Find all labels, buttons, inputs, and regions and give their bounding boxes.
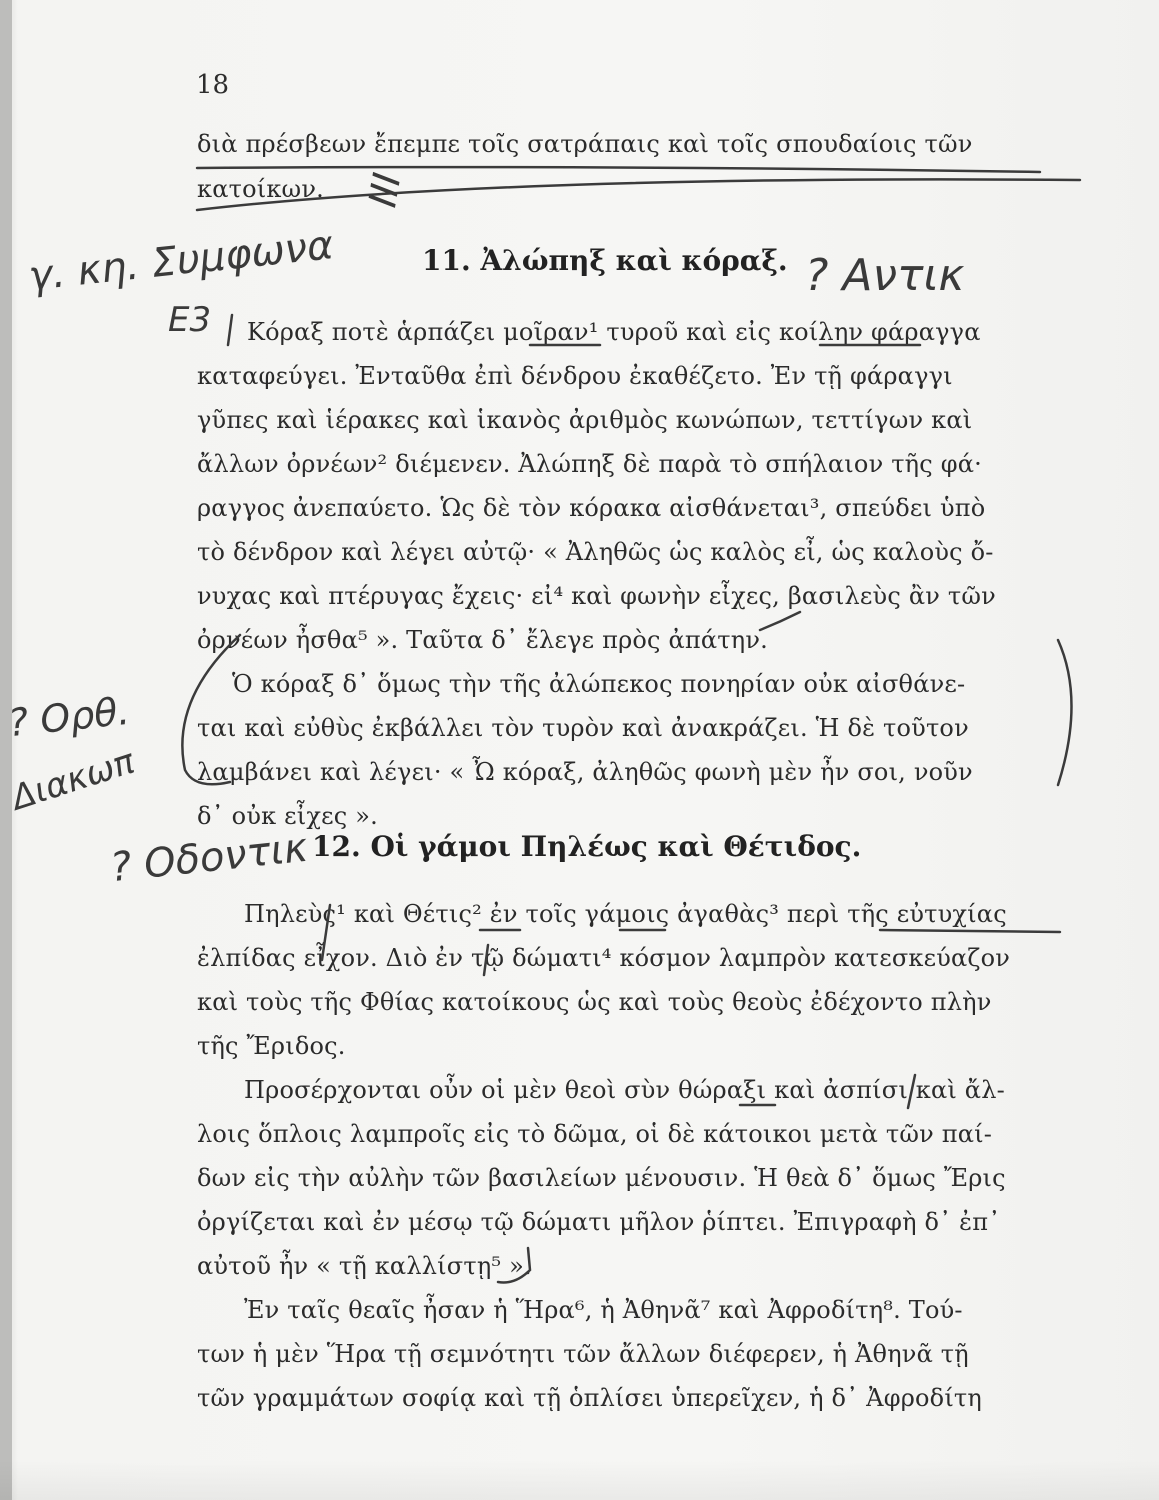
text-line: νυχας καὶ πτέρυγας ἔχεις· εἰ⁴ καὶ φωνὴν εἶχες, βασιλεὺς ἂν τῶν: [197, 582, 996, 610]
text-line: Πηλεὺς¹ καὶ Θέτις² ἐν τοῖς γάμοις ἀγαθὰς³ περὶ τῆς εὐτυχίας: [244, 900, 1007, 928]
text-line: δων εἰς τὴν αὐλὴν τῶν βασιλείων μένουσιν. Ἡ θεὰ δ᾽ ὅμως Ἔρις: [197, 1164, 1006, 1192]
bracket-mark: [228, 315, 232, 345]
text-line: ται καὶ εὐθὺς ἐκβάλλει τὸν τυρὸν καὶ ἀνακράζει. Ἡ δὲ τοῦτον: [197, 714, 969, 742]
text-line: τὸ δένδρον καὶ λέγει αὐτῷ· « Ἀληθῶς ὡς καλὸς εἶ, ὡς καλοὺς ὄ-: [197, 538, 994, 566]
underline-mark: [197, 167, 1040, 172]
text-line: ὀργίζεται καὶ ἐν μέσῳ τῷ δώματι μῆλον ῥίπτει. Ἐπιγραφὴ δ᾽ ἐπ᾽: [197, 1208, 1001, 1236]
text-line: γῦπες καὶ ἱέρακες καὶ ἱκανὸς ἀριθμὸς κωνώπων, τεττίγων καὶ: [197, 406, 973, 434]
handwritten-note: Διακωπ: [6, 741, 140, 819]
text-line: καταφεύγει. Ἐνταῦθα ἐπὶ δένδρου ἐκαθέζετο. Ἐν τῇ φάραγγι: [197, 362, 953, 390]
bracket-mark: [484, 945, 488, 975]
text-line: Ὁ κόραξ δ᾽ ὅμως τὴν τῆς ἀλώπεκος πονηρίαν οὐκ αἰσθάνε-: [232, 670, 966, 698]
text-line: λαμβάνει καὶ λέγει· « Ὦ κόραξ, ἀληθῶς φωνὴ μὲν ἦν σοι, νοῦν: [197, 758, 973, 786]
text-line: δ᾽ οὐκ εἶχες ».: [197, 802, 378, 830]
text-line: ραγγος ἀνεπαύετο. Ὡς δὲ τὸν κόρακα αἰσθάνεται³, σπεύδει ὑπὸ: [197, 494, 986, 522]
text-line: τῶν γραμμάτων σοφίᾳ καὶ τῇ ὁπλίσει ὑπερεῖχεν, ἡ δ᾽ Ἀφροδίτη: [197, 1384, 982, 1412]
handwritten-note: ? Αντικ: [805, 250, 965, 301]
text-line: τῆς Ἔριδος.: [197, 1032, 346, 1060]
underline-mark: [880, 930, 1060, 932]
handwritten-note: ΙΙΙ: [360, 169, 410, 211]
underline-mark: [760, 612, 800, 630]
text-line: κατοίκων.: [197, 175, 324, 203]
underline-mark: [498, 1248, 530, 1283]
text-line: των ἡ μὲν Ἥρα τῇ σεμνότητι τῶν ἄλλων διέφερεν, ἡ Ἀθηνᾶ τῇ: [197, 1340, 969, 1368]
text-line: καὶ τοὺς τῆς Φθίας κατοίκους ὡς καὶ τοὺς θεοὺς ἐδέχοντο πλὴν: [197, 988, 992, 1016]
handwritten-note: ? Οδοντικ: [108, 824, 310, 892]
text-line: διὰ πρέσβεων ἔπεμπε τοῖς σατράπαις καὶ τοῖς σπουδαίοις τῶν: [197, 130, 973, 158]
text-line: Ἐν ταῖς θεαῖς ἦσαν ἡ Ἥρα⁶, ἡ Ἀθηνᾶ⁷ καὶ Ἀφροδίτη⁸. Τού-: [244, 1296, 963, 1324]
handwritten-note: Ε3: [168, 300, 212, 340]
text-line: λοις ὅπλοις λαμπροῖς εἰς τὸ δῶμα, οἱ δὲ κάτοικοι μετὰ τῶν παί-: [197, 1120, 993, 1148]
page-number: 18: [196, 70, 230, 100]
bracket-mark: [908, 1075, 915, 1108]
text-line: Κόραξ ποτὲ ἁρπάζει μοῖραν¹ τυροῦ καὶ εἰς κοίλην φάραγγα: [247, 318, 981, 346]
underline-mark: [197, 179, 1080, 210]
bracket-mark: [1058, 640, 1072, 785]
text-line: ἐλπίδας εἶχον. Διὸ ἐν τῷ δώματι⁴ κόσμον λαμπρὸν κατεσκεύαζον: [197, 944, 1011, 972]
text-line: ἄλλων ὀρνέων² διέμενεν. Ἀλώπηξ δὲ παρὰ τὸ σπήλαιον τῆς φά·: [197, 450, 982, 478]
handwritten-note: ? Ορθ.: [6, 688, 132, 746]
bracket-mark: [182, 635, 240, 784]
handwritten-note: γ. κη. Συμφωνα: [26, 222, 336, 300]
section-title-11: 11. Ἀλώπηξ καὶ κόραξ.: [422, 244, 788, 277]
bracket-mark: [322, 905, 330, 960]
text-line: ὀρνέων ἦσθα⁵ ». Ταῦτα δ᾽ ἔλεγε πρὸς ἀπάτην.: [197, 626, 768, 654]
section-title-12: 12. Οἱ γάμοι Πηλέως καὶ Θέτιδος.: [312, 830, 862, 863]
text-line: αὐτοῦ ἦν « τῇ καλλίστῃ⁵ ».: [197, 1252, 532, 1280]
text-line: Προσέρχονται οὖν οἱ μὲν θεοὶ σὺν θώραξι καὶ ἀσπίσι καὶ ἄλ-: [244, 1076, 1005, 1104]
